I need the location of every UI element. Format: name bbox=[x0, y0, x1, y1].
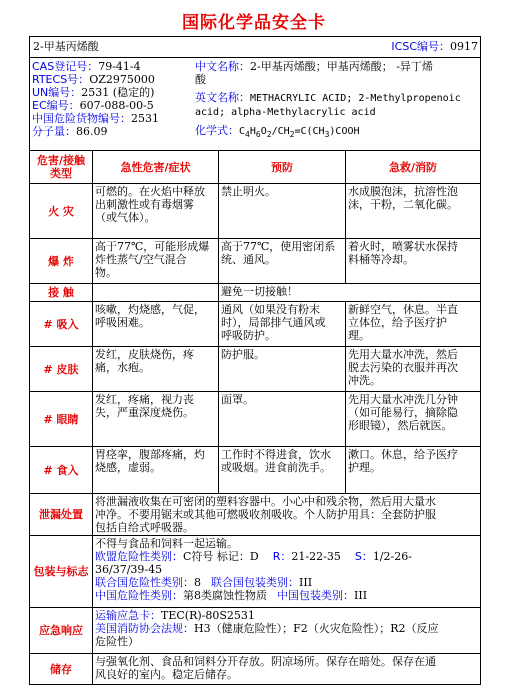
ingestion-firstaid: 漱口。休息，给予医疗 护理。 bbox=[345, 447, 480, 493]
formula-label: 化学式： bbox=[195, 124, 239, 137]
inhalation-symptoms: 咳嗽，灼烧感，气促， 呼吸困难。 bbox=[92, 302, 218, 346]
storage-label: 储存 bbox=[50, 662, 72, 676]
emergency-text bbox=[92, 608, 480, 653]
skin-prevention: 防护服。 bbox=[218, 347, 345, 391]
emergency-card-label: 运输应急卡： bbox=[95, 609, 161, 622]
fire-prevention: 禁止明火。 bbox=[218, 184, 345, 238]
fire-firstaid: 水成膜泡沫，抗溶性泡 沫，干粉，二氧化碳。 bbox=[345, 184, 480, 238]
ingestion-prevention: 工作时不得进食，饮水 或吸烟。进食前洗手。 bbox=[218, 447, 345, 493]
packaging-eu-line: 欧盟危险性类别：C符号 标记：D R：21-22-35 S：1/2-26- bbox=[95, 550, 412, 563]
card-header-row bbox=[30, 37, 480, 58]
spill-text: 将泄漏液收集在可密闭的塑料容器中。小心中和残余物，然后用大量水 冲净。不要用锯末或其他可燃吸收剂吸收。个人防护用具：全套防护服 包括自给式呼吸器。 bbox=[92, 494, 480, 535]
icsc-number bbox=[360, 37, 480, 57]
ec-label: EC编号： bbox=[32, 99, 80, 112]
packaging-line-1: 不得与食品和饲料一起运输。 bbox=[95, 537, 238, 550]
storage-row bbox=[30, 654, 480, 684]
explosion-prevention: 高于77℃，使用密闭系 统、通风。 bbox=[218, 239, 345, 283]
row-label-inhalation: # 吸入 bbox=[43, 317, 79, 331]
emergency-row bbox=[30, 608, 480, 654]
hazard-table-header bbox=[30, 151, 480, 184]
explosion-symptoms: 高于77℃，可能形成爆 炸性蒸气/空气混合 物。 bbox=[92, 239, 218, 283]
eyes-prevention: 面罩。 bbox=[218, 392, 345, 446]
hazard-row-fire bbox=[30, 184, 480, 239]
identifier-list bbox=[30, 58, 193, 150]
packaging-un-line: 联合国危险性类别：8 联合国包装类别：III bbox=[95, 576, 313, 589]
col-header-symptoms: 急性危害/症状 bbox=[92, 151, 218, 183]
un-label: UN编号： bbox=[32, 86, 82, 99]
emergency-label: 应急响应 bbox=[39, 624, 83, 637]
rtecs-label: RTECS号： bbox=[32, 73, 90, 86]
explosion-firstaid: 着火时，喷雾状水保持 料桶等冷却。 bbox=[345, 239, 480, 283]
fire-symptoms: 可燃的。在火焰中释放 出刺激性或有毒烟雾 （或气体）。 bbox=[92, 184, 218, 238]
en-name-label: 英文名称： bbox=[195, 91, 250, 104]
skin-symptoms: 发红，皮肤烧伤，疼 痛，水疱。 bbox=[92, 347, 218, 391]
en-name-value-1: METHACRYLIC ACID; 2-Methylpropenoic bbox=[250, 93, 461, 104]
hazard-row-inhalation bbox=[30, 302, 480, 347]
hazard-row-ingestion bbox=[30, 447, 480, 494]
cn-name-value-2: 酸 bbox=[195, 73, 206, 86]
eyes-firstaid: 先用大量水冲洗几分钟 （如可能易行，摘除隐 形眼镜），然后就医。 bbox=[345, 392, 480, 446]
row-label-contact: 接 触 bbox=[48, 286, 74, 299]
nfpa-value-2: 危险性） bbox=[95, 635, 139, 648]
col-header-prevention: 预防 bbox=[218, 151, 345, 183]
nfpa-value-1: H3（健康危险性）；F2（火灾危险性）；R2（反应 bbox=[194, 622, 439, 635]
un-value: 2531 (稳定的) bbox=[81, 86, 155, 99]
cn-name-value-1: 2-甲基丙烯酸；甲基丙烯酸； -异丁烯 bbox=[250, 60, 433, 73]
packaging-cn-line: 中国危险性类别：第8类腐蚀性物质 中国包装类别：III bbox=[95, 589, 368, 602]
packaging-row bbox=[30, 536, 480, 608]
hazard-row-contact bbox=[30, 284, 480, 302]
packaging-label: 包装与标志 bbox=[33, 565, 89, 578]
spill-label: 泄漏处置 bbox=[39, 508, 83, 521]
inhalation-firstaid: 新鲜空气，休息。半直 立体位，给予医疗护 理。 bbox=[345, 302, 480, 346]
row-label-ingestion: # 食入 bbox=[43, 463, 79, 477]
row-label-explosion: 爆 炸 bbox=[48, 254, 74, 268]
icsc-label: ICSC编号： bbox=[391, 40, 450, 53]
hazard-row-eyes bbox=[30, 392, 480, 447]
identifiers-row bbox=[30, 58, 480, 151]
en-name-value-2: acid; alpha-Methylacrylic acid bbox=[195, 107, 376, 118]
spill-row bbox=[30, 494, 480, 536]
inhalation-prevention: 通风（如果没有粉末 时），局部排气通风或 呼吸防护。 bbox=[218, 302, 345, 346]
names-block bbox=[193, 58, 480, 150]
cas-value: 79-41-4 bbox=[98, 60, 141, 73]
hazard-row-explosion bbox=[30, 239, 480, 284]
hazard-row-skin bbox=[30, 347, 480, 392]
col-header-firstaid: 急救/消防 bbox=[345, 151, 480, 183]
ec-value: 607-088-00-5 bbox=[79, 99, 154, 112]
mw-value: 86.09 bbox=[76, 125, 108, 138]
col-header-type: 危害/接触类型 bbox=[36, 154, 86, 180]
emergency-card-value: TEC(R)-80S2531 bbox=[161, 609, 255, 622]
rtecs-value: OZ2975000 bbox=[89, 73, 155, 86]
packaging-s-cont: 36/37/39-45 bbox=[95, 563, 163, 576]
cas-label: CAS登记号： bbox=[32, 60, 99, 73]
row-label-skin: # 皮肤 bbox=[43, 362, 79, 376]
cn-name-label: 中文名称： bbox=[195, 60, 250, 73]
packaging-text bbox=[92, 536, 480, 607]
cn-number-label: 中国危险货物编号： bbox=[32, 112, 131, 125]
chemical-formula: $C_4H_6O_2/CH_2=C(CH_3)COOH$ bbox=[239, 126, 360, 139]
row-label-eyes: # 眼睛 bbox=[43, 412, 79, 426]
skin-firstaid: 先用大量水冲洗，然后 脱去污染的衣服并再次 冲洗。 bbox=[345, 347, 480, 391]
safety-card bbox=[29, 36, 481, 685]
card-title: 国际化学品安全卡 bbox=[182, 13, 326, 33]
contact-prevention: 避免一切接触！ bbox=[218, 284, 480, 301]
eyes-symptoms: 发红，疼痛，视力丧 失，严重深度烧伤。 bbox=[92, 392, 218, 446]
nfpa-label: 美国消防协会法规： bbox=[95, 622, 194, 635]
row-label-fire: 火 灾 bbox=[48, 204, 74, 218]
chemical-name: 2-甲基丙烯酸 bbox=[33, 40, 99, 53]
storage-text: 与强氧化剂、食品和饲料分开存放。阴凉场所。保存在暗处。保存在通 风良好的室内。稳定后储存。 bbox=[92, 654, 480, 684]
icsc-value: 0917 bbox=[450, 40, 478, 53]
cn-number-value: 2531 bbox=[131, 112, 159, 125]
ingestion-symptoms: 胃痉挛，腹部疼痛，灼 烧感，虚弱。 bbox=[92, 447, 218, 493]
mw-label: 分子量： bbox=[32, 125, 76, 138]
